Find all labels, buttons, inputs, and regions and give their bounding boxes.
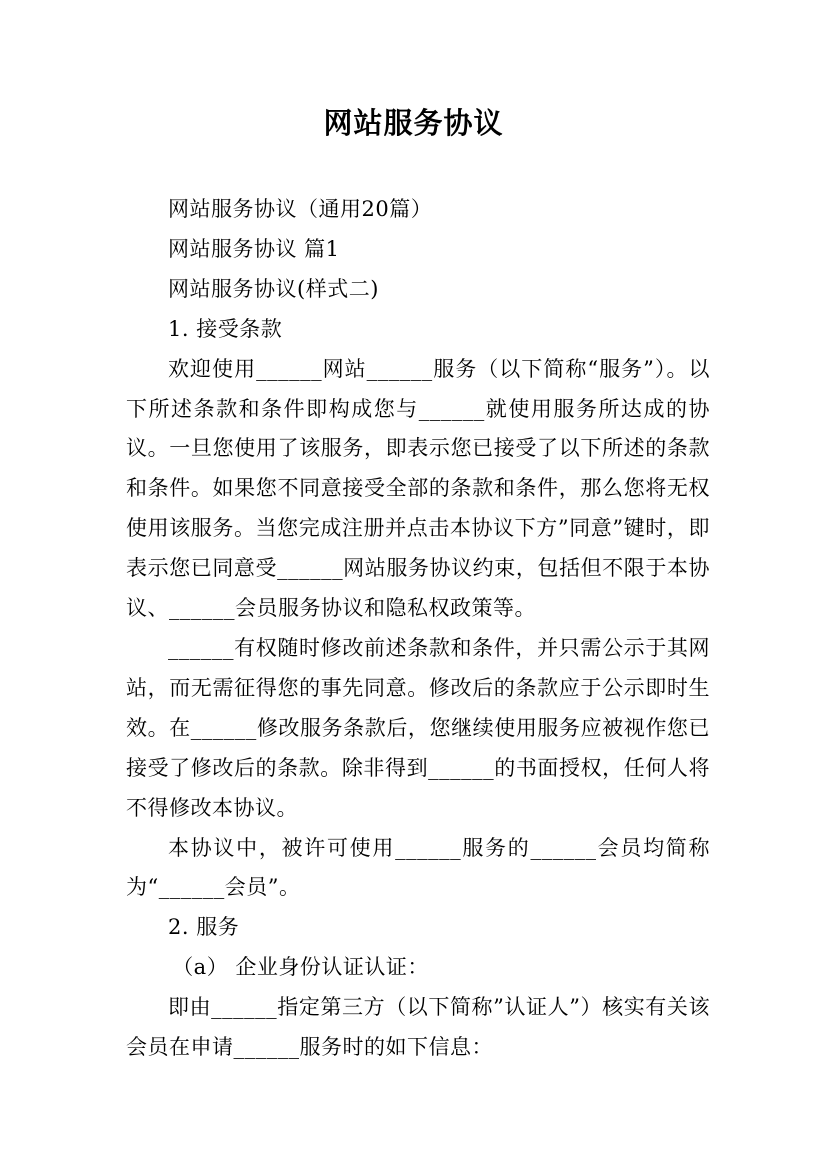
paragraph-welcome: 欢迎使用______网站______服务（以下简称“服务”）。以下所述条款和条件即构成您与______就使用服务所达成的协议。一旦您使用了该服务，即表示您已接受了以下所述的条款和条件。如果您不同意接受全部的条款和条件，那么您将无权使用该服务。当您完成注册并点击本协议下方”同意”键时，即表示您已同意受______网站服务协议约束，包括但不限于本协议、______会员服务协议和隐私权政策等。: [126, 356, 710, 621]
paragraph-style-note: 网站服务协议(样式二): [168, 276, 379, 301]
subsection-heading-identity-verification: （a） 企业身份认证认证：: [172, 955, 429, 980]
paragraph-chapter-heading: 网站服务协议 篇1: [168, 236, 340, 261]
paragraph-verification-detail: 即由______指定第三方（以下简称”认证人”）核实有关该会员在申请______服务时的如下信息：: [126, 995, 710, 1060]
section-heading-service: 2. 服务: [168, 915, 240, 940]
section-heading-accept-terms: 1. 接受条款: [168, 316, 283, 341]
paragraph-modification-rights: ______有权随时修改前述条款和条件，并只需公示于其网站，而无需征得您的事先同意。修改后的条款应于公示即时生效。在______修改服务条款后，您继续使用服务应被视作您已接受了修改后的条款。除非得到______的书面授权，任何人将不得修改本协议。: [126, 635, 710, 820]
document-body: [126, 190, 710, 1068]
paragraph-subtitle: 网站服务协议（通用20篇）: [168, 197, 433, 221]
document-title: 网站服务协议: [323, 106, 504, 140]
paragraph-member-definition: 本协议中，被许可使用______服务的______会员均简称为“______会员”。: [126, 835, 710, 900]
